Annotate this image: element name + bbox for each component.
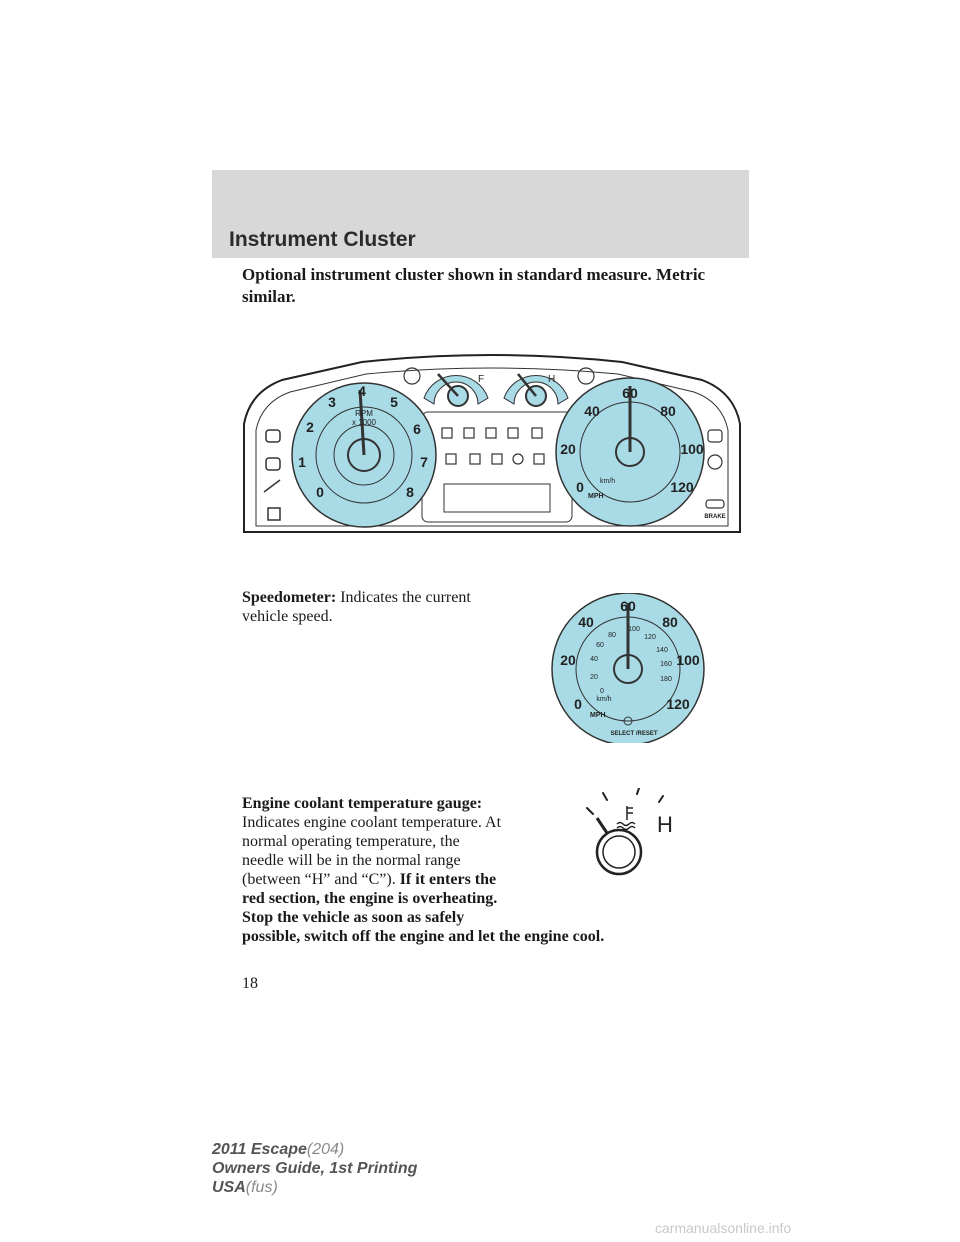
fig-mph-80: 80 xyxy=(662,614,678,630)
tach-label-5: 5 xyxy=(390,394,398,410)
fig-kmh-160: 160 xyxy=(660,661,672,668)
fig-kmh-80: 80 xyxy=(608,632,616,639)
brake-label: BRAKE xyxy=(704,514,726,520)
tach-label-2: 2 xyxy=(306,419,314,435)
tachometer xyxy=(292,383,436,527)
mph-unit: MPH xyxy=(588,493,604,500)
tach-label-7: 7 xyxy=(420,454,428,470)
footer-guide: Owners Guide, 1st Printing xyxy=(212,1160,418,1177)
tach-units-x1000: x 1000 xyxy=(351,418,377,427)
coolant-warning-2: possible, switch off the engine and let the engine cool. xyxy=(242,928,605,945)
fig-kmh-100: 100 xyxy=(628,626,640,633)
tach-label-3: 3 xyxy=(328,394,336,410)
coolant-narrow-block xyxy=(242,794,502,927)
fig-kmh-180: 180 xyxy=(660,676,672,683)
gauge-h-label: H xyxy=(657,812,673,837)
temp-h-label: H xyxy=(548,374,556,385)
fig-mph-unit: MPH xyxy=(590,712,606,719)
coolant-temp-icon xyxy=(617,806,635,830)
instrument-cluster-figure xyxy=(242,352,742,537)
intro-paragraph: Optional instrument cluster shown in standard measure. Metric similar. xyxy=(242,265,706,306)
fig-mph-120: 120 xyxy=(666,696,690,712)
fig-mph-0: 0 xyxy=(574,696,582,712)
footer-market-code: (fus) xyxy=(245,1179,278,1196)
footer xyxy=(212,1140,417,1197)
mph-label-40: 40 xyxy=(584,403,600,419)
fig-mph-20: 20 xyxy=(560,652,576,668)
select-reset-label: SELECT /RESET xyxy=(610,731,658,737)
speedometer-paragraph xyxy=(242,588,482,626)
fig-kmh-20: 20 xyxy=(590,674,598,681)
kmh-unit: km/h xyxy=(600,478,616,485)
tach-label-1: 1 xyxy=(298,454,306,470)
speedometer-heading: Speedometer: xyxy=(242,589,337,606)
fig-kmh-40: 40 xyxy=(590,656,598,663)
tach-label-8: 8 xyxy=(406,484,414,500)
watermark: carmanualsonline.info xyxy=(655,1220,792,1236)
footer-model: 2011 Escape xyxy=(212,1141,307,1158)
speedometer xyxy=(556,378,704,526)
fig-mph-60: 60 xyxy=(620,598,636,614)
tach-units-rpm: RPM xyxy=(355,409,373,418)
fig-kmh-60: 60 xyxy=(596,642,604,649)
tach-label-6: 6 xyxy=(413,421,421,437)
mph-label-0: 0 xyxy=(576,479,584,495)
section-title: Instrument Cluster xyxy=(229,228,416,251)
section-header-band xyxy=(212,170,749,258)
coolant-warning-1: If it enters the red section, the engine is overheating. Stop the vehicle as soon as safely xyxy=(242,871,498,926)
coolant-heading: Engine coolant temperature gauge: xyxy=(242,795,483,812)
coolant-gauge-figure xyxy=(583,788,679,876)
speedometer-figure xyxy=(546,593,710,743)
footer-model-code: (204) xyxy=(306,1141,345,1158)
tach-label-4: 4 xyxy=(358,383,366,399)
mph-label-80: 80 xyxy=(660,403,676,419)
fig-kmh-0: 0 xyxy=(600,688,604,695)
fig-kmh-unit: km/h xyxy=(596,696,612,703)
mph-label-120: 120 xyxy=(670,479,694,495)
fuel-f-label: F xyxy=(478,374,485,385)
coolant-body: Indicates engine coolant temperature. At normal operating temperature, the needle will be in the normal range (between “H” and “C”). xyxy=(242,814,502,888)
page-number: 18 xyxy=(242,975,258,992)
temp-scale-ticks xyxy=(587,788,663,814)
mph-label-20: 20 xyxy=(560,441,576,457)
mph-label-60: 60 xyxy=(622,385,638,401)
speedometer-body: Indicates the current vehicle speed. xyxy=(242,589,471,625)
mph-label-100: 100 xyxy=(680,441,704,457)
fig-mph-40: 40 xyxy=(578,614,594,630)
footer-market: USA xyxy=(212,1179,246,1196)
fig-kmh-120: 120 xyxy=(644,634,656,641)
tach-label-0: 0 xyxy=(316,484,324,500)
fig-mph-100: 100 xyxy=(676,652,700,668)
fig-kmh-140: 140 xyxy=(656,647,668,654)
